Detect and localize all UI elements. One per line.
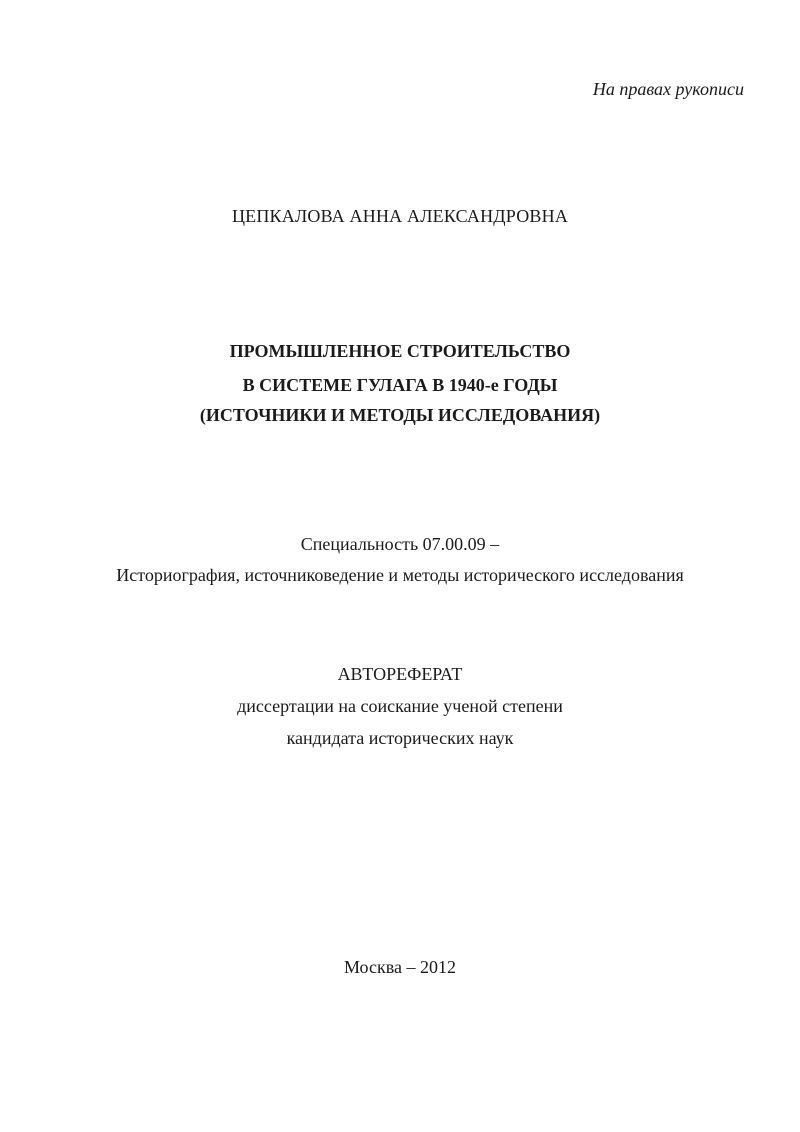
title-line-3: (ИСТОЧНИКИ И МЕТОДЫ ИССЛЕДОВАНИЯ)	[199, 405, 601, 425]
document-type: АВТОРЕФЕРАТ	[337, 664, 463, 684]
author-name: ЦЕПКАЛОВА АННА АЛЕКСАНДРОВНА	[231, 206, 569, 226]
title-line-2: В СИСТЕМЕ ГУЛАГА В 1940-е ГОДЫ	[242, 375, 558, 395]
document-description-line-1: диссертации на соискание ученой степени	[237, 696, 563, 716]
specialty-code: Специальность 07.00.09 –	[300, 534, 500, 554]
title-line-1: ПРОМЫШЛЕННОЕ СТРОИТЕЛЬСТВО	[229, 341, 571, 361]
specialty-name: Историография, источниковедение и методы исторического исследования	[116, 565, 684, 585]
place-and-year: Москва – 2012	[344, 957, 456, 977]
manuscript-note: На правах рукописи	[592, 79, 744, 99]
document-description-line-2: кандидата исторических наук	[286, 728, 514, 748]
